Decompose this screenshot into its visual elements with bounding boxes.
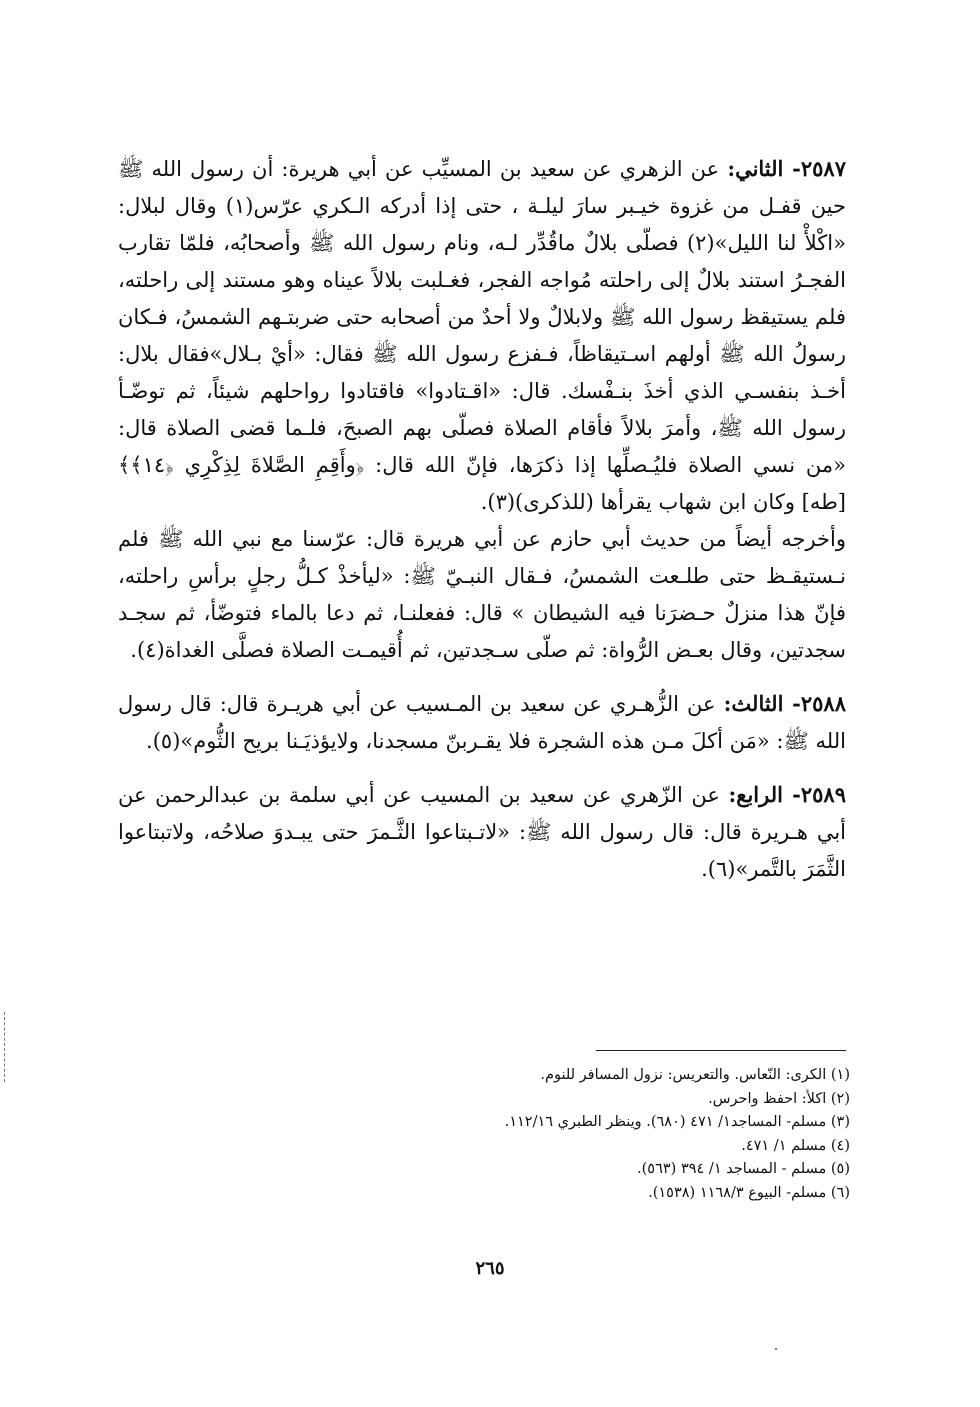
footnote-3: (٣) مسلم- المساجد١/ ٤٧١ (٦٨٠). وينظر الطبري ١١٢/١٦. (504, 1114, 850, 1130)
hadith-number: ٢٥٨٩- الرابع: (728, 782, 846, 807)
hadith-2587-extra (118, 521, 846, 669)
hadith-text: عن الزهري عن سعيد بن المسيِّب عن أبي هريرة: أن رسول الله ﷺ حين قفـل من غزوة خيـبر سارَ ليلـة ، حتى إذا أدركه الـكري عرّس(١) وقال لبلال: «اكْلأْ لنا الليل»(٢) فصلّى بلالٌ ماقُدِّر لـه، ونام رسول الله ﷺ وأصحابُه، فلمّا تقارب الفجـرُ استند بلالٌ إلى راحلته مُواجه الفجر، فغـلبت بلالاً عيناه وهو مستند إلى راحلته، فلم يستيقظ رسول الله ﷺ ولابلالٌ ولا أحدٌ من أصحابه حتى ضربتـهم الشمسُ، فـكان رسولُ الله ﷺ أولهم اسـتيقاظاً، فـفزع رسول الله ﷺ فقال: «أيْ بـلال»فقال بلال: أخـذ بنفسـي الذي أخذَ بنـفْسك. قال: «اقـتادوا» فاقتادوا رواحلهم شيئاً، ثم توضّـأ رسول الله ﷺ، وأمرَ بلالاً فأقام الصلاة فصلّى بهم الصبحَ، فلـما قضى الصلاة قال: «من نسي الصلاة فليُـصلِّها إذا ذكرَها، فإنّ الله قال: ﴿وأَقِمِ الصَّلاةَ لِذِكْرِي ﴿١٤﴾﴾ [طه] وكان ابن شهاب يقرأها (للذكرى)(٣). (118, 157, 846, 514)
hadith-text: عن الزُّهـري عن سعيد بن المـسيب عن أبي هريـرة قال: قال رسول الله ﷺ: «مَن أكلَ مـن هذه الشجرة فلا يقـربنّ مسجدنا، ولايؤذيَـنا بريح الثُّوم»(٥). (118, 692, 846, 753)
footnotes (360, 1064, 850, 1205)
hadith-2587 (118, 150, 846, 521)
scan-speck (775, 1348, 777, 1350)
page-number: ٢٦٥ (475, 1258, 505, 1279)
footnote-6: (٦) مسلم- البيوع ١١٦٨/٣ (١٥٣٨). (648, 1184, 850, 1201)
footnote-2: (٢) اكلأ: احفظ واحرس. (708, 1090, 850, 1107)
footnote-divider (596, 1050, 846, 1051)
hadith-number: ٢٥٨٧- الثاني: (727, 156, 846, 181)
hadith-2589 (118, 776, 846, 888)
scan-margin-mark (4, 1012, 5, 1082)
hadith-number: ٢٥٨٨- الثالث: (723, 691, 846, 716)
main-text (118, 150, 846, 888)
footnote-1: (١) الكرى: النّعاس. والتعريس: نزول المسافر للنوم. (540, 1067, 850, 1083)
footnote-5: (٥) مسلم - المساجد ١/ ٣٩٤ (٥٦٣). (637, 1161, 850, 1177)
footnote-4: (٤) مسلم ١/ ٤٧١. (741, 1137, 850, 1154)
hadith-text: عن الزّهري عن سعيد بن المسيب عن أبي سلمة بن عبدالرحمن عن أبي هـريرة قال: قال رسول الله ﷺ: «لاتـبتاعوا الثَّـمرَ حتى يبـدوَ صلاحُه، ولاتبتاعوا الثَّمَرَ بالتَّمر»(٦). (118, 783, 846, 881)
hadith-2588 (118, 685, 846, 760)
hadith-text: وأخرجه أيضاً من حديث أبي حازم عن أبي هريرة قال: عرّسنا مع نبي الله ﷺ فلم نـستيقـظ حتى طلـعت الشمسُ، فـقال النبـيّ ﷺ: «ليأخذْ كـلُّ رجلٍ برأسِ راحلته، فإنّ هذا منزلٌ حـضرَنا فيه الشيطان » قال: ففعلنـا، ثم دعا بالماء فتوضّأ، ثم سجـد سجدتين، وقال بعـض الرُّواة: ثم صلّى سـجدتين، ثم أُقيمـت الصلاة فصلَّى الغداة(٤). (118, 527, 846, 662)
